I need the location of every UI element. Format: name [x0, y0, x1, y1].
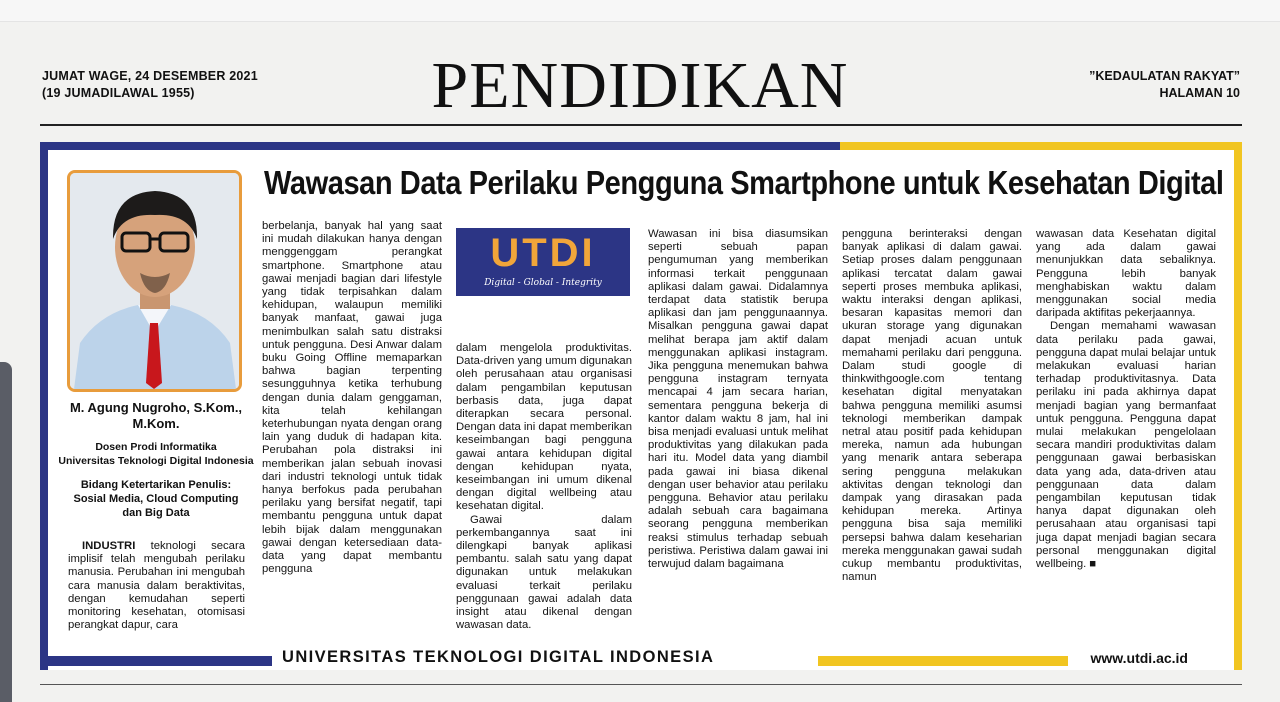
paragraph: berbelanja, banyak hal yang saat ini mudah dilakukan hanya dengan menggenggam perangkat smartphone. Smartphone atau gawai menjadi bagian dari lifestyle yang tidak terpisahkan dalam kehidupan, walaupun memiliki banyak manfaat, gawai juga menimbulkan salah satu distraksi untuk pengguna. Desi Anwar dalam buku Going Offline memaparkan bahwa bagian terpenting sesungguhnya ketika terhubung dengan dunia dalam genggaman, kita telah kehilangan keterhubungan nyata dengan orang lain yang duduk di hadapan kita. Perubahan pola distraksi ini memberikan jalan sebuah inovasi dari industri teknologi untuk tidak hanya berfokus pada perubahan perilaku yang bersifat negatif, tapi membantu pengguna untuk dapat lebih bijak dalam menggunakan gawai dengan ketersediaan data-data yang dapat membantu pengguna	[262, 220, 442, 576]
interest-heading: Bidang Ketertarikan Penulis:	[80, 479, 232, 491]
interest-line: dan Big Data	[122, 507, 190, 519]
utdi-logo	[456, 228, 630, 296]
article-column-1	[68, 540, 245, 644]
frame-blue-left	[40, 142, 48, 670]
section-masthead: PENDIDIKAN	[431, 49, 849, 122]
author-role	[58, 440, 254, 468]
paragraph: Gawai dalam perkembangannya saat ini dilengkapi banyak aplikasi pembantu. salah satu yang dapat digunakan untuk melakukan evaluasi terkait perilaku penggunaan gawai adalah data insight atau dikenal dengan wawasan data.	[456, 513, 632, 632]
author-degree-line: M.Kom.	[132, 416, 180, 431]
article-box	[40, 142, 1242, 670]
author-affiliation-line: Universitas Teknologi Digital Indonesia	[58, 455, 254, 467]
article-headline: Wawasan Data Perilaku Pengguna Smartphone untuk Kesehatan Digital	[264, 164, 1224, 201]
frame-blue-top	[40, 142, 840, 150]
author-name	[58, 400, 254, 432]
paragraph: dalam mengelola produktivitas. Data-driven yang umum digunakan oleh perusahaan atau organisasi dalam pengambilan keputusan berbasis data, juga dapat diterapkan secara personal. Dengan data ini dapat memberikan keseimbangan bagi pengguna gawai antara kehidupan digital dengan kehidupan nyata, keseimbangan ini umum dikenal dengan digital wellbeing atau kesehatan digital.	[456, 342, 632, 513]
frame-yellow-right	[1234, 142, 1242, 670]
date-block	[42, 68, 258, 102]
paragraph: wawasan data Kesehatan digital yang ada dalam gawai menunjukkan data sebaliknya. Pengguna lebih banyak menghabiskan waktu dalam menggunakan social media daripada aktifitas pekerjaannya.	[1036, 228, 1216, 320]
author-photo	[67, 170, 242, 392]
footer-yellow-bar	[818, 656, 1068, 666]
article-column-5	[842, 228, 1022, 644]
article-column-2	[262, 220, 442, 644]
footer-url[interactable]: www.utdi.ac.id	[1090, 650, 1188, 666]
paper-name: ”KEDAULATAN RAKYAT”	[1089, 69, 1240, 83]
lead-word: INDUSTRI	[82, 540, 136, 552]
author-role-line: Dosen Prodi Informatika	[95, 441, 217, 453]
logo-tagline: Digital - Global - Integrity	[484, 278, 602, 288]
footer-blue-bar	[40, 656, 272, 666]
page-number: HALAMAN 10	[1159, 86, 1240, 100]
footer-university: UNIVERSITAS TEKNOLOGI DIGITAL INDONESIA	[282, 648, 715, 666]
interest-line: Sosial Media, Cloud Computing	[73, 493, 239, 505]
logo-wordmark: UTDI	[490, 231, 596, 275]
date-line: JUMAT WAGE, 24 DESEMBER 2021	[42, 69, 258, 83]
paragraph: Dengan memahami wawasan data perilaku pada gawai, pengguna dapat mulai belajar untuk melakukan evaluasi harian terhadap produktivitasnya. Data perilaku ini pada akhirnya dapat menjadi bagian yang bermanfaat untuk pengguna. Pengguna dapat mulai melakukan pengelolaan secara mandiri produktivitas dalam penggunaan gawai berbasiskan data yang ada, data-driven atau penggunaan data dalam pengambilan keputusan tidak hanya dapat digunakan oleh perusahaan atau organisasi tapi juga dapat menjadi bagian secara personal menggunakan digital wellbeing. ■	[1036, 320, 1216, 571]
author-portrait-image	[70, 173, 239, 389]
paper-block	[1089, 68, 1240, 102]
article-column-4	[648, 228, 828, 644]
frame-yellow-top	[840, 142, 1242, 150]
author-name-line: M. Agung Nugroho, S.Kom.,	[69, 400, 243, 415]
author-interest	[58, 478, 254, 520]
javanese-date-line: (19 JUMADILAWAL 1955)	[42, 86, 195, 100]
paragraph: Wawasan ini bisa diasumsikan seperti sebuah papan pengumuman yang memberikan informasi terkait penggunaan aplikasi dalam gawai. Didalamnya terdapat data statistik berupa aplikasi dan jam penggunaannya. Misalkan pengguna gawai dapat melihat berapa jam aktif dalam menggunakan aplikasi instagram. Jika pengguna menemukan bahwa pengguna instagram ternyata mencapai 4 jam secara harian, sementara pengguna bekerja di kantor dalam waktu 8 jam, hal ini bisa menjadi evaluasi untuk melihat produktivitas yang dilakukan pada hari itu. Model data yang diambil pada gawai ini biasa dikenal dengan user behavior atau perilaku pengguna. Behavior atau perilaku adalah sebuah cara bagaimana seorang pengguna memberikan reaksi stimulus terhadap sebuah peristiwa. Peristiwa dalam gawai ini terwujud dalam bagaimana	[648, 228, 828, 571]
side-panel-tab[interactable]	[0, 362, 12, 702]
header-rule	[40, 124, 1242, 126]
article-column-6	[1036, 228, 1216, 644]
paragraph: teknologi secara implisif telah mengubah perilaku manusia. Perubahan ini mengubah cara manusia dalam beraktivitas, dengan kemudahan seperti monitoring kesehatan, otomisasi perangkat dapur, cara	[68, 540, 245, 632]
paragraph: pengguna berinteraksi dengan banyak aplikasi di dalam gawai. Setiap proses dalam penggunaan aplikasi tercatat dalam gawai seperti proses membuka aplikasi, waktu interaksi dengan aplikasi, besaran kapasitas memori dan ukuran storage yang digunakan dapat menjadi acuan untuk memahami perilaku dari pengguna. Dalam studi google di thinkwithgoogle.com tentang kesehatan digital menyatakan bahwa pengguna memiliki asumsi teknologi memberikan dampak netral atau positif pada kehidupan mereka, namun ada hubungan yang menarik antara seberapa sering pengguna melakukan aktivitas dengan teknologi dan dampak yang dirasakan pada kehidupan mereka. Artinya pengguna bisa saja memiliki persepsi bahwa dalam keseharian mereka menggunakan gawai sudah cukup membantu produktivitas, namun	[842, 228, 1022, 584]
window-top-bar	[0, 0, 1280, 22]
author-info	[58, 400, 254, 520]
article-column-3	[456, 342, 632, 644]
page-bottom-rule	[40, 684, 1242, 685]
